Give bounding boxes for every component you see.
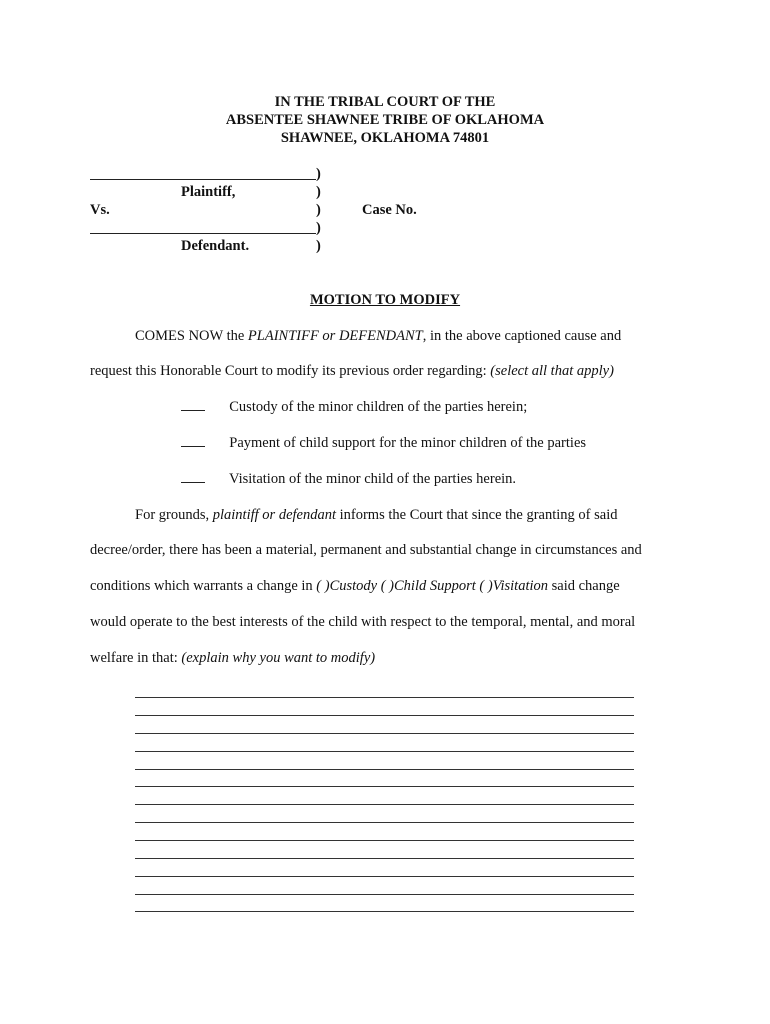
caption-paren: ) — [316, 220, 321, 236]
intro-text: request this Honorable Court to modify its previous order regarding: — [90, 363, 491, 379]
writing-line[interactable] — [135, 733, 634, 734]
writing-line[interactable] — [135, 840, 634, 841]
option-label: Custody of the minor children of the parties herein; — [229, 399, 528, 415]
defendant-label: Defendant. — [181, 238, 250, 254]
grounds-party: plaintiff or defendant — [212, 507, 336, 523]
explain-hint: (explain why you want to modify) — [181, 650, 376, 666]
option-label: Payment of child support for the minor children of the parties — [229, 435, 587, 451]
writing-line[interactable] — [135, 858, 634, 859]
vs-label: Vs. — [90, 202, 110, 218]
intro-line-1 — [135, 328, 621, 345]
option-visitation — [181, 471, 516, 488]
writing-line[interactable] — [135, 697, 634, 698]
grounds-line-1 — [135, 507, 617, 524]
option-custody — [181, 399, 527, 416]
grounds-text: conditions which warrants a change in — [90, 578, 317, 594]
option-label: Visitation of the minor child of the parties herein. — [229, 471, 517, 487]
option-checkbox-blank[interactable] — [181, 482, 205, 483]
writing-line[interactable] — [135, 911, 634, 912]
grounds-line-5 — [90, 650, 375, 667]
court-header-line-1: IN THE TRIBAL COURT OF THE — [274, 94, 496, 110]
option-checkbox-blank[interactable] — [181, 446, 205, 447]
grounds-text: informs the Court that since the granting of said — [336, 507, 618, 523]
grounds-line-4: would operate to the best interests of the child with respect to the temporal, mental, and moral — [90, 614, 636, 630]
grounds-line-3 — [90, 578, 620, 595]
writing-line[interactable] — [135, 786, 634, 787]
court-header-line-2: ABSENTEE SHAWNEE TRIBE OF OKLAHOMA — [225, 112, 545, 128]
intro-party: PLAINTIFF or DEFENDANT — [247, 328, 423, 344]
intro-text: COMES NOW the — [135, 328, 248, 344]
grounds-text: For grounds, — [135, 507, 213, 523]
writing-line[interactable] — [135, 876, 634, 877]
plaintiff-name-line — [90, 179, 316, 180]
document-title: MOTION TO MODIFY — [309, 292, 461, 308]
option-checkbox-blank[interactable] — [181, 410, 205, 411]
change-type-checkboxes[interactable]: ( )Custody ( )Child Support ( )Visitation — [316, 578, 549, 594]
intro-text: , in the above captioned cause and — [422, 328, 622, 344]
grounds-text: said change — [548, 578, 620, 594]
writing-line[interactable] — [135, 894, 634, 895]
plaintiff-label: Plaintiff, — [181, 184, 236, 200]
option-child-support — [181, 435, 586, 452]
caption-paren: ) — [316, 166, 321, 182]
defendant-name-line — [90, 233, 316, 234]
caption-paren: ) — [316, 202, 321, 218]
court-header-line-3: SHAWNEE, OKLAHOMA 74801 — [280, 130, 490, 146]
select-hint: (select all that apply) — [490, 363, 614, 379]
writing-line[interactable] — [135, 751, 634, 752]
case-no-label: Case No. — [362, 202, 417, 218]
grounds-line-2: decree/order, there has been a material, permanent and substantial change in circumstances and — [90, 542, 642, 558]
intro-line-2 — [90, 363, 614, 380]
writing-line[interactable] — [135, 769, 634, 770]
caption-paren: ) — [316, 184, 321, 200]
writing-line[interactable] — [135, 804, 634, 805]
grounds-text: welfare in that: — [90, 650, 182, 666]
writing-line[interactable] — [135, 715, 634, 716]
caption-paren: ) — [316, 238, 321, 254]
writing-line[interactable] — [135, 822, 634, 823]
